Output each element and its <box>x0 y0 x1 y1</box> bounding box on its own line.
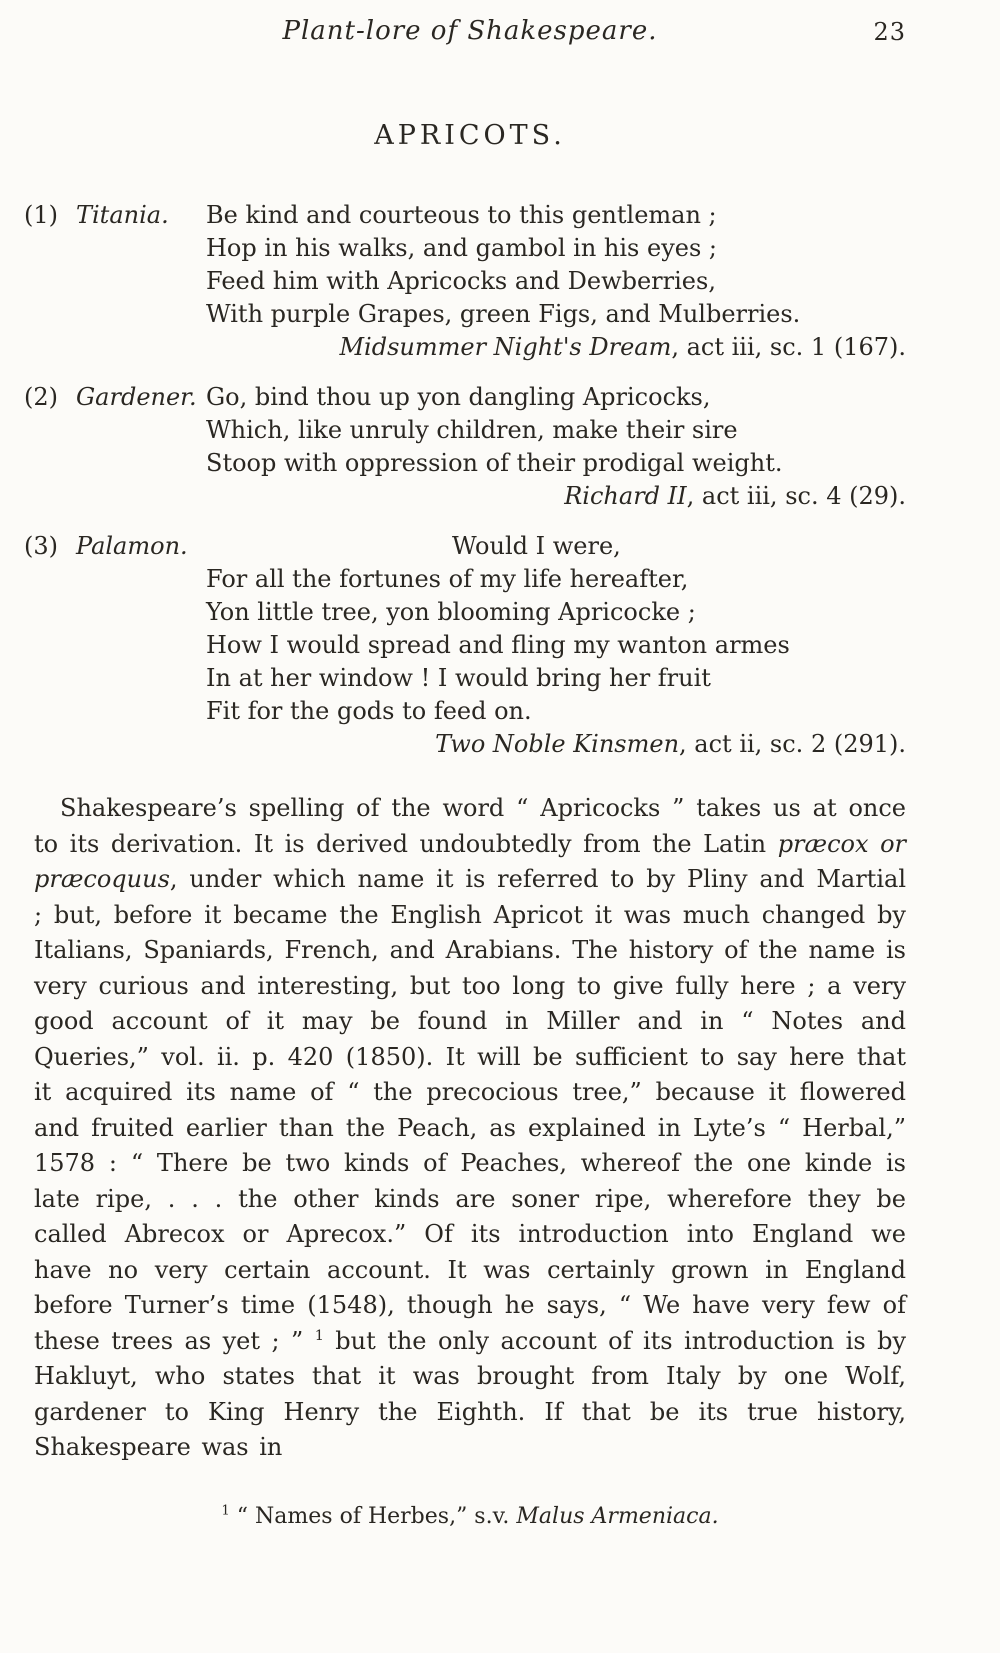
verse-line: Go, bind thou up yon dangling Apricocks, <box>206 383 711 411</box>
quote-block <box>24 530 906 761</box>
text-segment: 1 <box>314 1327 324 1344</box>
citation-title: Midsummer Night's Dream <box>339 333 672 361</box>
quote-lines <box>206 199 906 331</box>
quote-speaker: Titania. <box>76 201 169 229</box>
quote-lines <box>206 381 906 480</box>
running-header-title: Plant-lore of Shakespeare. <box>282 16 658 46</box>
quote-citation <box>34 480 906 513</box>
quote-number: (2) <box>24 383 58 411</box>
footnote <box>34 1504 906 1529</box>
verse-line: Stoop with oppression of their prodigal weight. <box>206 449 783 477</box>
verse-line: In at her window ! I would bring her fruit <box>206 664 711 692</box>
body-paragraph <box>34 791 906 1466</box>
quote-number: (3) <box>24 532 58 560</box>
verse-line: With purple Grapes, green Figs, and Mulberries. <box>206 300 801 328</box>
verse-line: Be kind and courteous to this gentleman ; <box>206 201 717 229</box>
verse-line: Hop in his walks, and gambol in his eyes ; <box>206 234 717 262</box>
text-segment: 1 <box>221 1503 230 1519</box>
quotes <box>24 199 906 761</box>
text-segment: “ Names of Herbes,” s.v. <box>229 1503 517 1529</box>
quote-speaker: Palamon. <box>76 532 188 560</box>
chapter-heading: APRICOTS. <box>374 120 566 151</box>
verse-line: For all the fortunes of my life hereafter, <box>206 565 689 593</box>
quote-block <box>24 199 906 364</box>
verse-line: Feed him with Apricocks and Dewberries, <box>206 267 716 295</box>
citation-title: Two Noble Kinsmen <box>435 730 680 758</box>
verse-line: Fit for the gods to feed on. <box>206 697 532 725</box>
quote-citation <box>34 728 906 761</box>
verse-line: How I would spread and fling my wanton armes <box>206 631 790 659</box>
running-header <box>34 16 906 58</box>
verse-line: Which, like unruly children, make their sire <box>206 416 738 444</box>
text-segment: præcox or præcoquus <box>34 829 906 893</box>
text-segment: , under which name it is referred to by Pliny and Martial ; but, before it became the English Apricot it was much changed by Italians, Spaniards, French, and Arabians. The history of the name is very curious and interesting, but too long to give fully here ; a very good account of it may be found in Miller and in “ Notes and Queries,” vol. ii. p. 420 (1850). It will be sufficient to say here that it acquired its name of “ the precocious tree,” because it flowered and fruited earlier than the Peach, as explained in Lyte’s “ Herbal,” 1578 : “ There be two kinds of Peaches, whereof the one kinde is late ripe, . . . the other kinds are soner ripe, wherefore they be called Abrecox or Aprecox.” Of its introduction into England we have no very certain account. It was certainly grown in England before Turner’s time (1548), though he says, “ We have very few of these trees as yet ; ” <box>34 865 906 1355</box>
text-segment: but the only account of its introduction is by Hakluyt, who states that it was brought from Italy by one Wolf, gardener to King Henry the Eighth. If that be its true history, Shakespeare was in <box>34 1326 907 1461</box>
quote-speaker: Gardener. <box>76 383 197 411</box>
page-number: 23 <box>873 18 906 46</box>
verse-line: Would I were, <box>452 532 621 560</box>
citation-title: Richard II <box>564 482 687 510</box>
text-segment: Shakespeare’s spelling of the word “ Apricocks ” takes us at once to its derivation. It is derived undoubtedly from the Latin <box>34 794 906 858</box>
citation-rest: , act ii, sc. 2 (291). <box>679 730 906 758</box>
quote-citation <box>34 331 906 364</box>
text-segment: Malus Armeniaca. <box>516 1503 719 1529</box>
quote-lines <box>206 530 906 728</box>
verse-line: Yon little tree, yon blooming Apricocke ; <box>206 598 696 626</box>
quote-block <box>24 381 906 513</box>
citation-rest: , act iii, sc. 4 (29). <box>686 482 906 510</box>
citation-rest: , act iii, sc. 1 (167). <box>671 333 906 361</box>
quote-number: (1) <box>24 201 58 229</box>
